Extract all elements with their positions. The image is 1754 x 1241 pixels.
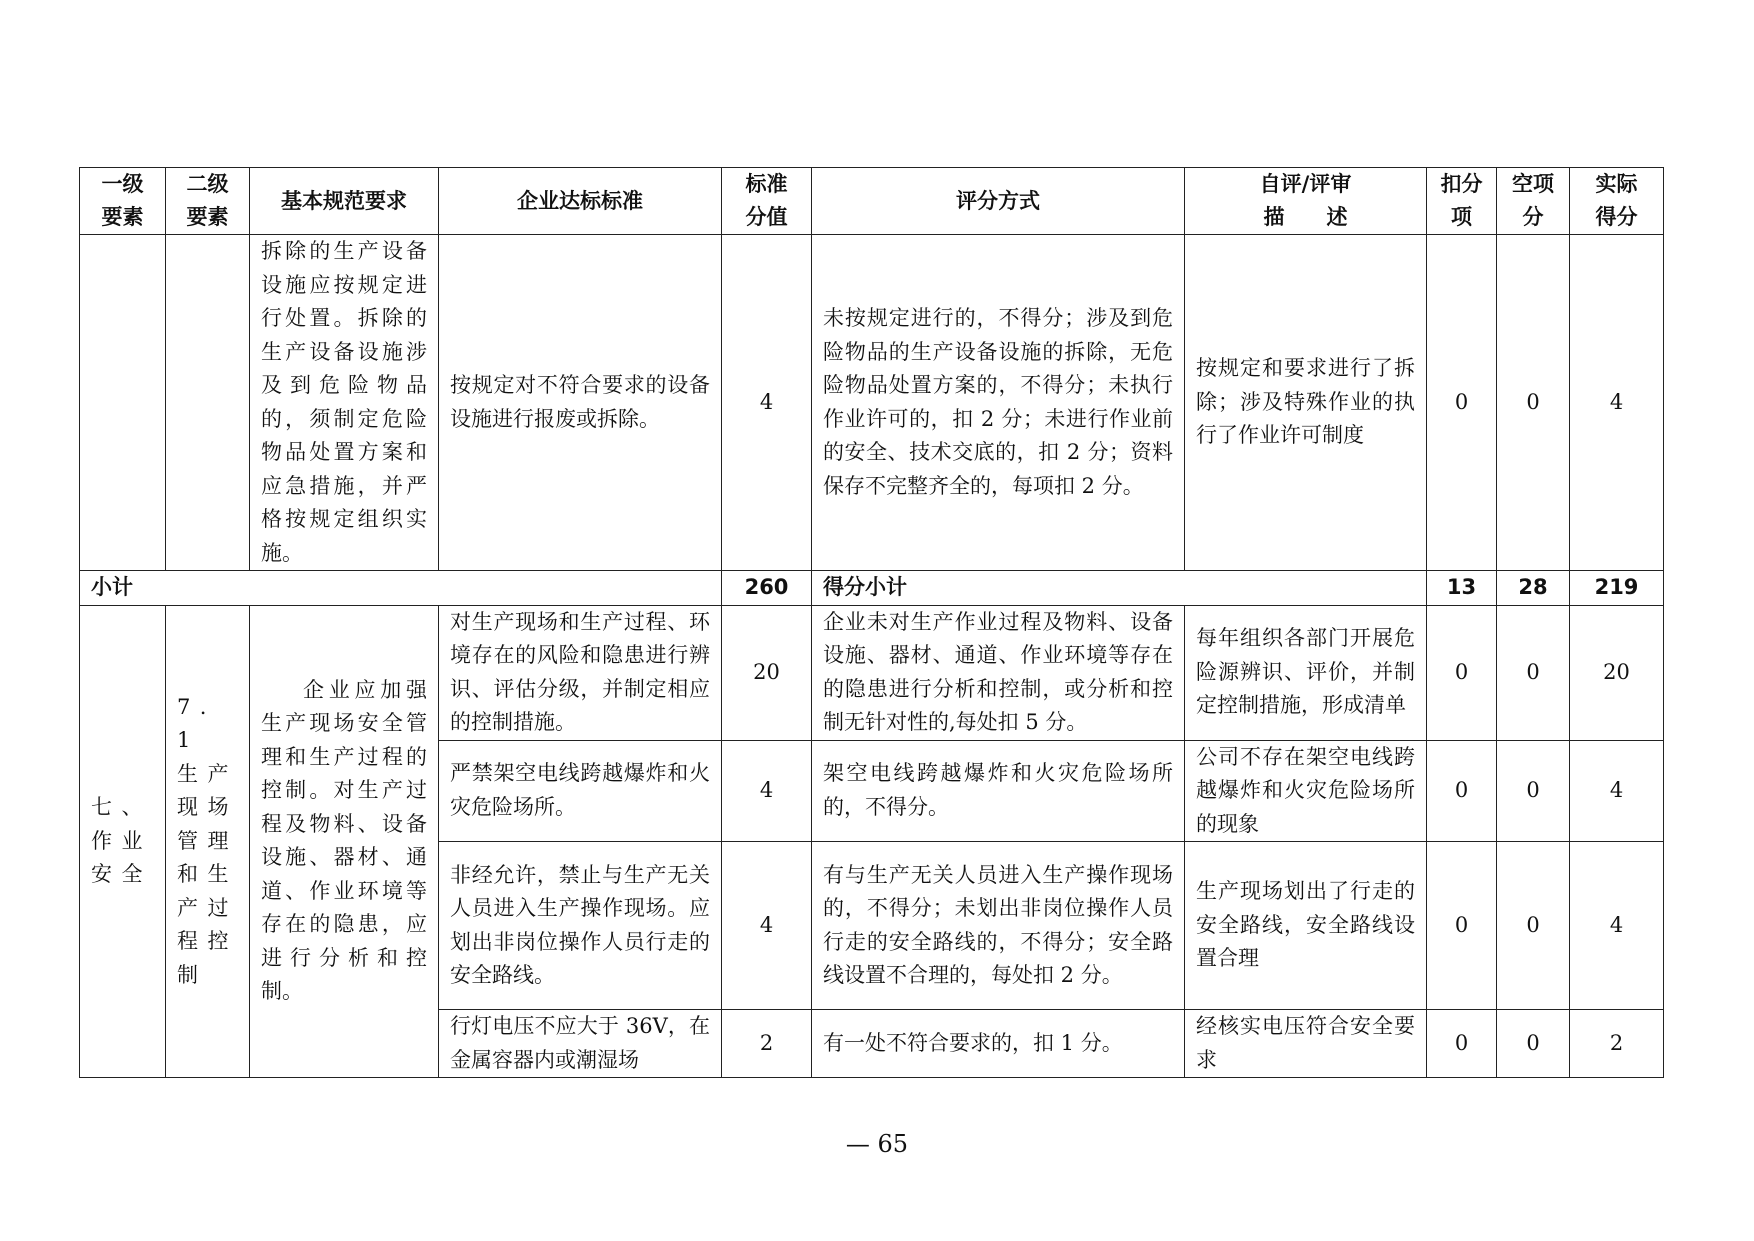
deduct-cell: 0 bbox=[1427, 235, 1497, 571]
level1-cell: 七、作业安全 bbox=[80, 605, 166, 1078]
subtotal-actual: 219 bbox=[1570, 571, 1664, 606]
method-cell: 企业未对生产作业过程及物料、设备设施、器材、通道、作业环境等存在的隐患进行分析和控制，或分析和控制无针对性的,每处扣 5 分。 bbox=[812, 605, 1185, 740]
score-cell: 2 bbox=[722, 1010, 812, 1078]
description-cell: 公司不存在架空电线跨越爆炸和火灾危险场所的现象 bbox=[1185, 740, 1427, 842]
header-level1: 一级 要素 bbox=[80, 168, 166, 235]
description-cell: 每年组织各部门开展危险源辨识、评价，并制定控制措施，形成清单 bbox=[1185, 605, 1427, 740]
table-row bbox=[80, 605, 1664, 740]
empty-cell: 0 bbox=[1497, 740, 1570, 842]
actual-cell: 4 bbox=[1570, 740, 1664, 842]
actual-cell: 4 bbox=[1570, 235, 1664, 571]
score-cell: 20 bbox=[722, 605, 812, 740]
requirement-cell: 企业应加强生产现场安全管理和生产过程的控制。对生产过程及物料、设备设施、器材、通道、作业环境等存在的隐患，应进行分析和控制。 bbox=[250, 605, 439, 1078]
empty-cell: 0 bbox=[1497, 235, 1570, 571]
empty-cell: 0 bbox=[1497, 1010, 1570, 1078]
method-cell: 架空电线跨越爆炸和火灾危险场所的，不得分。 bbox=[812, 740, 1185, 842]
score-cell: 4 bbox=[722, 740, 812, 842]
header-score: 标准 分值 bbox=[722, 168, 812, 235]
actual-cell: 2 bbox=[1570, 1010, 1664, 1078]
header-empty: 空项 分 bbox=[1497, 168, 1570, 235]
score-cell: 4 bbox=[722, 235, 812, 571]
subtotal-row bbox=[80, 571, 1664, 606]
requirement-cell: 拆除的生产设备设施应按规定进行处置。拆除的生产设备设施涉及到危险物品的，须制定危险物品处置方案和应急措施，并严格按规定组织实施。 bbox=[250, 235, 439, 571]
assessment-table bbox=[79, 167, 1664, 1078]
deduct-cell: 0 bbox=[1427, 605, 1497, 740]
deduct-cell: 0 bbox=[1427, 740, 1497, 842]
subtotal-label: 小计 bbox=[80, 571, 722, 606]
subtotal-method-label: 得分小计 bbox=[812, 571, 1427, 606]
actual-cell: 4 bbox=[1570, 842, 1664, 1010]
standard-cell: 按规定对不符合要求的设备设施进行报废或拆除。 bbox=[439, 235, 722, 571]
deduct-cell: 0 bbox=[1427, 842, 1497, 1010]
description-cell: 按规定和要求进行了拆除；涉及特殊作业的执行了作业许可制度 bbox=[1185, 235, 1427, 571]
standard-cell: 对生产现场和生产过程、环境存在的风险和隐患进行辨识、评估分级，并制定相应的控制措施。 bbox=[439, 605, 722, 740]
standard-cell: 非经允许，禁止与生产无关人员进入生产操作现场。应划出非岗位操作人员行走的安全路线。 bbox=[439, 842, 722, 1010]
header-method: 评分方式 bbox=[812, 168, 1185, 235]
level2-cell bbox=[166, 235, 250, 571]
standard-cell: 严禁架空电线跨越爆炸和火灾危险场所。 bbox=[439, 740, 722, 842]
score-cell: 4 bbox=[722, 842, 812, 1010]
table-row bbox=[80, 235, 1664, 571]
header-row bbox=[80, 168, 1664, 235]
description-cell: 生产现场划出了行走的安全路线，安全路线设置合理 bbox=[1185, 842, 1427, 1010]
description-cell: 经核实电压符合安全要求 bbox=[1185, 1010, 1427, 1078]
header-requirement: 基本规范要求 bbox=[250, 168, 439, 235]
subtotal-score: 260 bbox=[722, 571, 812, 606]
subtotal-empty: 28 bbox=[1497, 571, 1570, 606]
header-level2: 二级 要素 bbox=[166, 168, 250, 235]
actual-cell: 20 bbox=[1570, 605, 1664, 740]
method-cell: 有一处不符合要求的，扣 1 分。 bbox=[812, 1010, 1185, 1078]
standard-cell: 行灯电压不应大于 36V，在金属容器内或潮湿场 bbox=[439, 1010, 722, 1078]
level2-cell: 7.1 生产现场管理和生产过程控制 bbox=[166, 605, 250, 1078]
method-cell: 有与生产无关人员进入生产操作现场的，不得分；未划出非岗位操作人员行走的安全路线的，不得分；安全路线设置不合理的，每处扣 2 分。 bbox=[812, 842, 1185, 1010]
empty-cell: 0 bbox=[1497, 842, 1570, 1010]
header-deduct: 扣分 项 bbox=[1427, 168, 1497, 235]
empty-cell: 0 bbox=[1497, 605, 1570, 740]
header-standard: 企业达标标准 bbox=[439, 168, 722, 235]
header-description: 自评/评审 描 述 bbox=[1185, 168, 1427, 235]
page-number: — 65 bbox=[845, 1130, 909, 1158]
deduct-cell: 0 bbox=[1427, 1010, 1497, 1078]
header-actual: 实际 得分 bbox=[1570, 168, 1664, 235]
subtotal-deduct: 13 bbox=[1427, 571, 1497, 606]
level1-cell bbox=[80, 235, 166, 571]
method-cell: 未按规定进行的，不得分；涉及到危险物品的生产设备设施的拆除，无危险物品处置方案的，不得分；未执行作业许可的，扣 2 分；未进行作业前的安全、技术交底的，扣 2 分；资料保存不完整齐全的，每项扣 2 分。 bbox=[812, 235, 1185, 571]
